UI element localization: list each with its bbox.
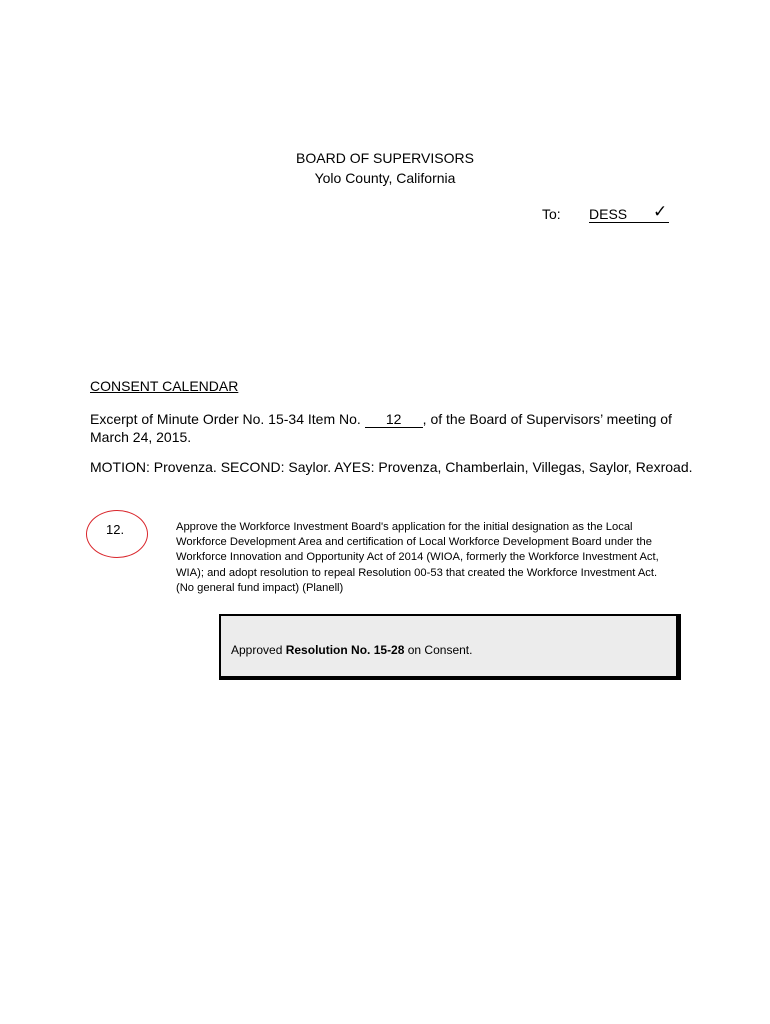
excerpt-prefix: Excerpt of Minute Order No. 15-34 Item No. (90, 411, 361, 427)
approval-text (231, 643, 472, 657)
excerpt-item-number: 12 (365, 412, 423, 428)
to-recipient: DESS (589, 206, 669, 223)
board-title: BOARD OF SUPERVISORS (296, 150, 474, 166)
excerpt-suffix: , of the Board of Supervisors’ meeting of (422, 411, 672, 427)
motion-text: MOTION: Provenza. SECOND: Saylor. AYES: Provenza, Chamberlain, Villegas, Saylor, Rexroad. (90, 459, 693, 475)
to-label: To: (542, 206, 561, 222)
approval-box (219, 614, 681, 680)
resolution-number: Resolution No. 15-28 (285, 643, 405, 657)
county-subtitle: Yolo County, California (314, 170, 456, 186)
approval-suffix: on Consent. (407, 643, 473, 657)
section-title: CONSENT CALENDAR (90, 378, 239, 394)
item-description: Approve the Workforce Investment Board's application for the initial designation as the Local Workforce Development Area and certification of Local Workforce Development Board under the Workforce Innovation and Opportunity Act of 2014 (WIOA, formerly the Workforce Investment Act, WIA); and adopt resolution to repeal Resolution 00-53 that created the Workforce Investment Act. (No general fund impact) (Planell) (176, 521, 659, 594)
item-number: 12. (106, 522, 125, 537)
meeting-date: March 24, 2015. (90, 429, 192, 445)
check-icon: ✓ (653, 202, 668, 221)
excerpt-line (90, 411, 680, 428)
approval-prefix: Approved (231, 643, 283, 657)
